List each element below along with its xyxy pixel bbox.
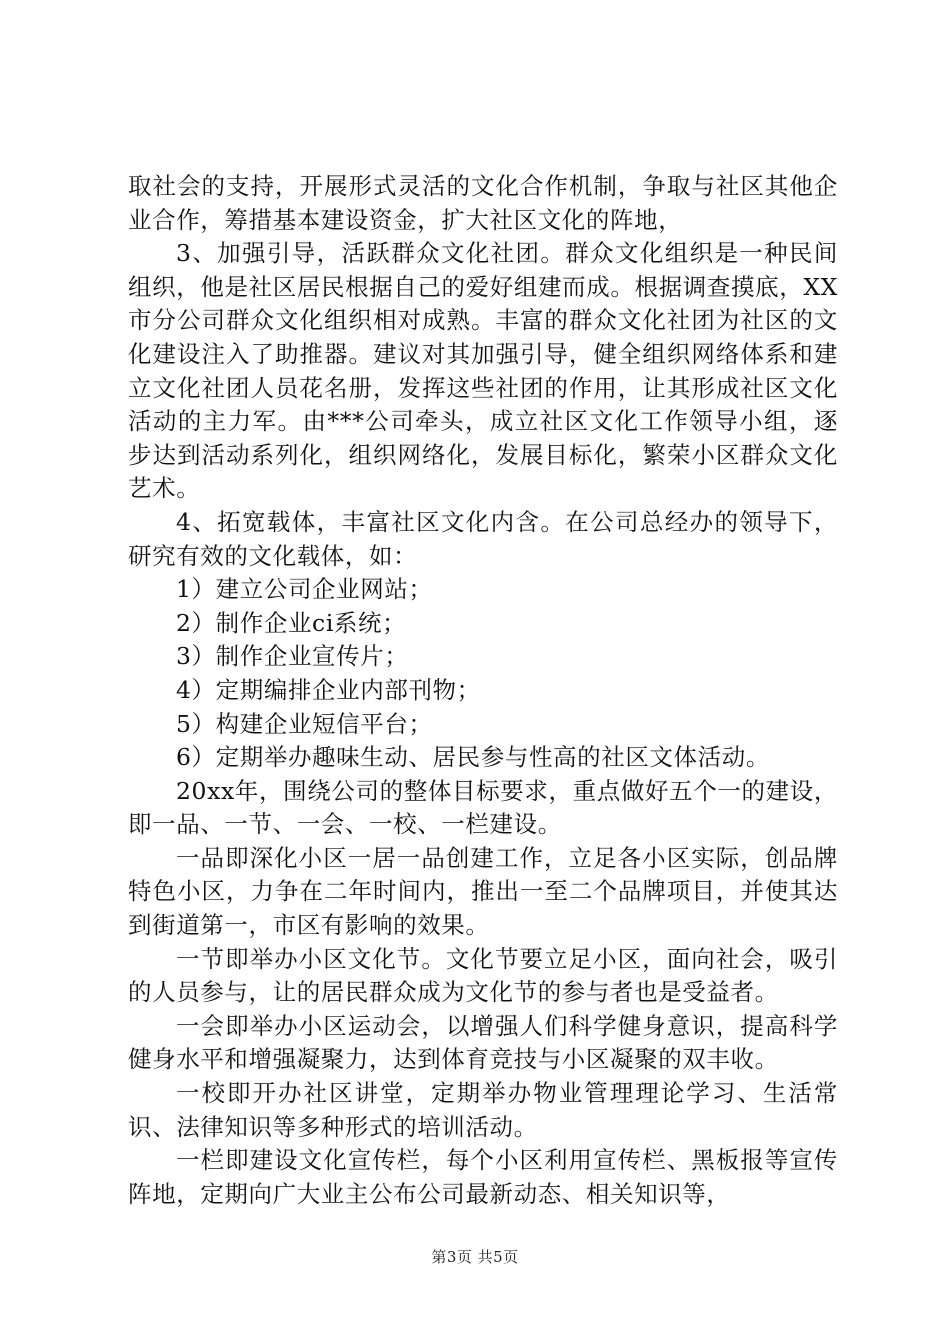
list-item: 5）构建企业短信平台； <box>176 709 433 738</box>
paragraph: 取社会的支持，开展形式灵活的文化合作机制，争取与社区其他企业合作，筹措基本建设资金，扩大社区文化的阵地， <box>128 172 838 234</box>
list-item: 4）定期编排企业内部刊物； <box>176 675 481 704</box>
paragraph: 3、加强引导，活跃群众文化社团。群众文化组织是一种民间组织，他是社区居民根据自己的爱好组建而成。根据调查摸底，XX市分公司群众文化组织相对成熟。丰富的群众文化社团为社区的文化建设注入了助推器。建议对其加强引导，健全组织网络体系和建立文化社团人员花名册，发挥这些社团的作用，让其形成社区文化活动的主力军。由***公司牵头，成立社区文化工作领导小组，逐步达到活动系列化，组织网络化，发展目标化，繁荣小区群众文化艺术。 <box>128 239 838 503</box>
document-body <box>128 170 838 1211</box>
paragraph: 20xx年，围绕公司的整体目标要求，重点做好五个一的建设，即一品、一节、一会、一校、一栏建设。 <box>128 776 838 839</box>
paragraph: 一栏即建设文化宣传栏，每个小区利用宣传栏、黑板报等宣传阵地，定期向广大业主公布公司最新动态、相关知识等， <box>128 1146 838 1208</box>
list-item: 3）制作企业宣传片； <box>176 642 409 671</box>
paragraph: 一校即开办社区讲堂，定期举办物业管理理论学习、生活常识、法律知识等多种形式的培训活动。 <box>128 1079 838 1141</box>
paragraph: 4、拓宽载体，丰富社区文化内含。在公司总经办的领导下，研究有效的文化载体，如： <box>128 507 838 570</box>
paragraph: 一会即举办小区运动会，以增强人们科学健身意识，提高科学健身水平和增强凝聚力，达到体育竞技与小区凝聚的双丰收。 <box>128 1011 838 1074</box>
page-number-footer: 第3页 共5页 <box>431 1248 519 1266</box>
list-item: 6）定期举办趣味生动、居民参与性高的社区文体活动。 <box>176 743 770 772</box>
list-item: 2）制作企业ci系统； <box>176 608 407 637</box>
paragraph: 一节即举办小区文化节。文化节要立足小区，面向社会，吸引的人员参与，让的居民群众成为文化节的参与者也是受益者。 <box>128 944 838 1007</box>
paragraph: 一品即深化小区一居一品创建工作，立足各小区实际，创品牌特色小区，力争在二年时间内，推出一至二个品牌项目，并使其达到街道第一，市区有影响的效果。 <box>128 843 838 940</box>
list-item: 1）建立公司企业网站； <box>176 575 433 604</box>
